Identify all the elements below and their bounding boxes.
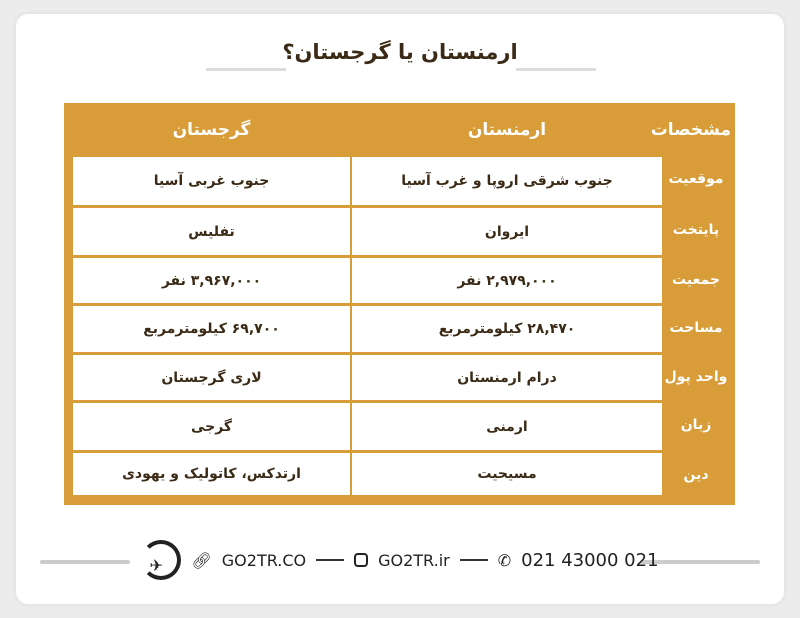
row-label: زبان (680, 417, 712, 433)
row-label: دین (683, 467, 709, 483)
row-label: واحد پول (664, 369, 728, 385)
row-label: جمعیت (672, 272, 720, 288)
row-label: مساحت (669, 320, 723, 336)
header-label: مشخصات (650, 120, 731, 140)
phone-icon: ✆ (497, 550, 512, 570)
georgia-cell: جنوب غربی آسیا (73, 157, 350, 205)
armenia-cell: ارمنی (352, 403, 662, 450)
divider (516, 68, 596, 71)
footer (0, 540, 800, 580)
georgia-cell: ارتدکس، کاتولیک و یهودی (73, 453, 350, 495)
instagram-link[interactable]: GO2TR.ir (378, 550, 450, 570)
phone-number[interactable]: 021 43000 021 (521, 549, 659, 571)
armenia-cell: درام ارمنستان (352, 355, 662, 400)
website-link[interactable]: GO2TR.CO (221, 550, 307, 570)
comparison-table (64, 103, 735, 505)
instagram-icon (354, 553, 368, 567)
header-armenia: ارمنستان (467, 120, 547, 140)
page-title: ارمنستان یا گرجستان؟ (282, 40, 518, 64)
armenia-cell: ۲,۹۷۹,۰۰۰ نفر (352, 258, 662, 303)
divider (460, 559, 488, 561)
logo-icon: ✈ (141, 540, 181, 580)
georgia-cell: ۳,۹۶۷,۰۰۰ نفر (73, 258, 350, 303)
armenia-cell: مسیحیت (352, 453, 662, 495)
georgia-cell: ۶۹,۷۰۰ کیلومترمربع (73, 306, 350, 352)
row-label: پایتخت (672, 222, 720, 238)
armenia-cell: ایروان (352, 208, 662, 255)
divider (206, 68, 286, 71)
georgia-cell: گرجی (73, 403, 350, 450)
georgia-cell: تفلیس (73, 208, 350, 255)
row-label: موقعیت (668, 171, 724, 187)
link-icon: 🔗︎ (191, 550, 212, 570)
georgia-cell: لاری گرجستان (73, 355, 350, 400)
header-georgia: گرجستان (172, 120, 251, 140)
armenia-cell: جنوب شرقی اروپا و غرب آسیا (352, 157, 662, 205)
divider (316, 559, 344, 561)
armenia-cell: ۲۸,۴۷۰ کیلومترمربع (352, 306, 662, 352)
